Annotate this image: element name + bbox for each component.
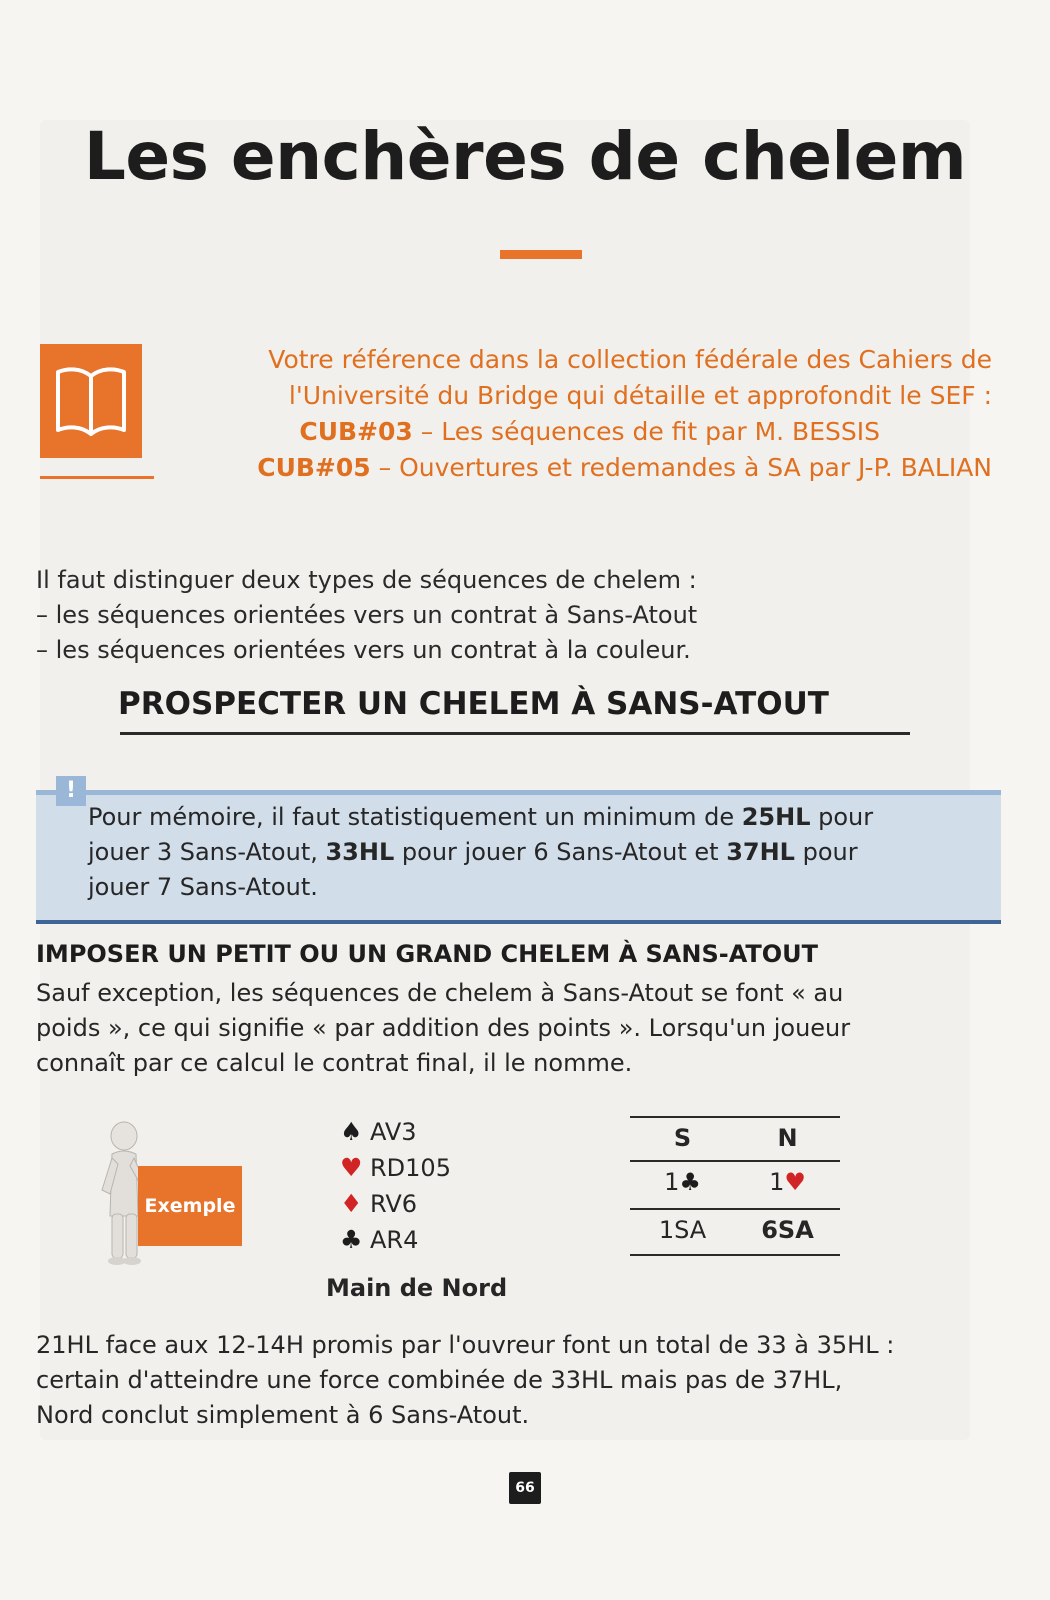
reference-code: CUB#05 (257, 453, 371, 482)
memo-value: 33HL (325, 838, 395, 866)
hand-diagram (340, 1114, 451, 1258)
page-title: Les enchères de chelem (83, 118, 967, 195)
memo-text-part: Pour mémoire, il faut statistiquement un minimum de (88, 803, 742, 831)
memo-value: 25HL (741, 803, 811, 831)
paragraph-line: connaît par ce calcul le contrat final, il le nomme. (36, 1049, 633, 1077)
reference-item-text: – Ouvertures et redemandes à SA par J-P. BALIAN (370, 453, 992, 482)
hand-row-clubs (340, 1222, 451, 1258)
paragraph-line: poids », ce qui signifie « par addition des points ». Lorsqu'un joueur (36, 1014, 851, 1042)
page-number: 66 (509, 1472, 541, 1504)
title-underline-bar (500, 250, 582, 259)
conclusion-paragraph (36, 1328, 1001, 1433)
memo-line: jouer 7 Sans-Atout. (88, 873, 318, 901)
open-book-icon (40, 344, 142, 458)
paragraph-line: 21HL face aux 12-14H promis par l'ouvreur font un total de 33 à 35HL : (36, 1331, 895, 1359)
hand-cards: RD105 (370, 1154, 451, 1182)
club-icon: ♣ (340, 1225, 363, 1254)
memo-text-part: pour (794, 838, 858, 866)
hand-caption: Main de Nord (326, 1274, 508, 1302)
bid-cell: 1SA (658, 1216, 707, 1244)
memo-line (88, 800, 988, 835)
paragraph-line: certain d'atteindre une force combinée de 33HL mais pas de 37HL, (36, 1366, 843, 1394)
reference-code: CUB#03 (299, 417, 413, 446)
table-rule (630, 1254, 840, 1256)
memo-text-part: jouer 3 Sans-Atout, (88, 838, 326, 866)
diamond-icon: ♦ (340, 1189, 363, 1218)
club-icon: ♣ (679, 1168, 701, 1196)
memo-text-part: pour jouer 6 Sans-Atout et (394, 838, 727, 866)
example-label: Exemple (138, 1166, 242, 1246)
intro-paragraph (36, 563, 996, 668)
bid-level: 1 (769, 1168, 785, 1196)
memo-value: 37HL (726, 838, 795, 866)
spade-icon: ♠ (340, 1117, 363, 1146)
hand-row-hearts (340, 1150, 451, 1186)
table-rule (630, 1208, 840, 1210)
bidding-header-north: N (777, 1124, 798, 1152)
reference-underline (40, 476, 154, 479)
reference-box (150, 342, 992, 486)
reference-line-1: Votre référence dans la collection fédérale des Cahiers de (268, 345, 992, 374)
intro-line: – les séquences orientées vers un contrat à la couleur. (36, 636, 691, 664)
reference-line-2: l'Université du Bridge qui détaille et approfondit le SEF : (288, 381, 992, 410)
exclamation-icon: ! (56, 776, 86, 806)
hand-cards: RV6 (370, 1190, 418, 1218)
section-underline (120, 732, 910, 735)
hand-cards: AR4 (370, 1226, 419, 1254)
hand-row-diamonds (340, 1186, 451, 1222)
bid-cell (735, 1168, 840, 1196)
table-rule (630, 1116, 840, 1118)
intro-line: – les séquences orientées vers un contrat à Sans-Atout (36, 601, 698, 629)
bid-cell: 6SA (761, 1216, 814, 1244)
reference-item-text: – Les séquences de fit par M. BESSIS (412, 417, 880, 446)
hand-row-spades (340, 1114, 451, 1150)
paragraph-line: Sauf exception, les séquences de chelem à Sans-Atout se font « au (36, 979, 844, 1007)
bidding-header-south: S (673, 1124, 692, 1152)
memo-line (88, 835, 988, 870)
reference-item (150, 414, 992, 450)
memo-text-part: pour (810, 803, 874, 831)
heart-icon: ♥ (784, 1168, 806, 1196)
section-title: PROSPECTER UN CHELEM À SANS-ATOUT (118, 686, 829, 722)
memo-text (88, 800, 988, 905)
subsection-title: IMPOSER UN PETIT OU UN GRAND CHELEM À SANS-ATOUT (36, 940, 819, 968)
paragraph-line: Nord conclut simplement à 6 Sans-Atout. (36, 1401, 530, 1429)
heart-icon: ♥ (340, 1153, 363, 1182)
intro-line: Il faut distinguer deux types de séquences de chelem : (36, 566, 697, 594)
table-rule (630, 1160, 840, 1162)
reference-item (150, 450, 992, 486)
subsection-paragraph (36, 976, 1001, 1081)
hand-cards: AV3 (370, 1118, 417, 1146)
bid-cell (630, 1168, 735, 1196)
bid-level: 1 (664, 1168, 680, 1196)
